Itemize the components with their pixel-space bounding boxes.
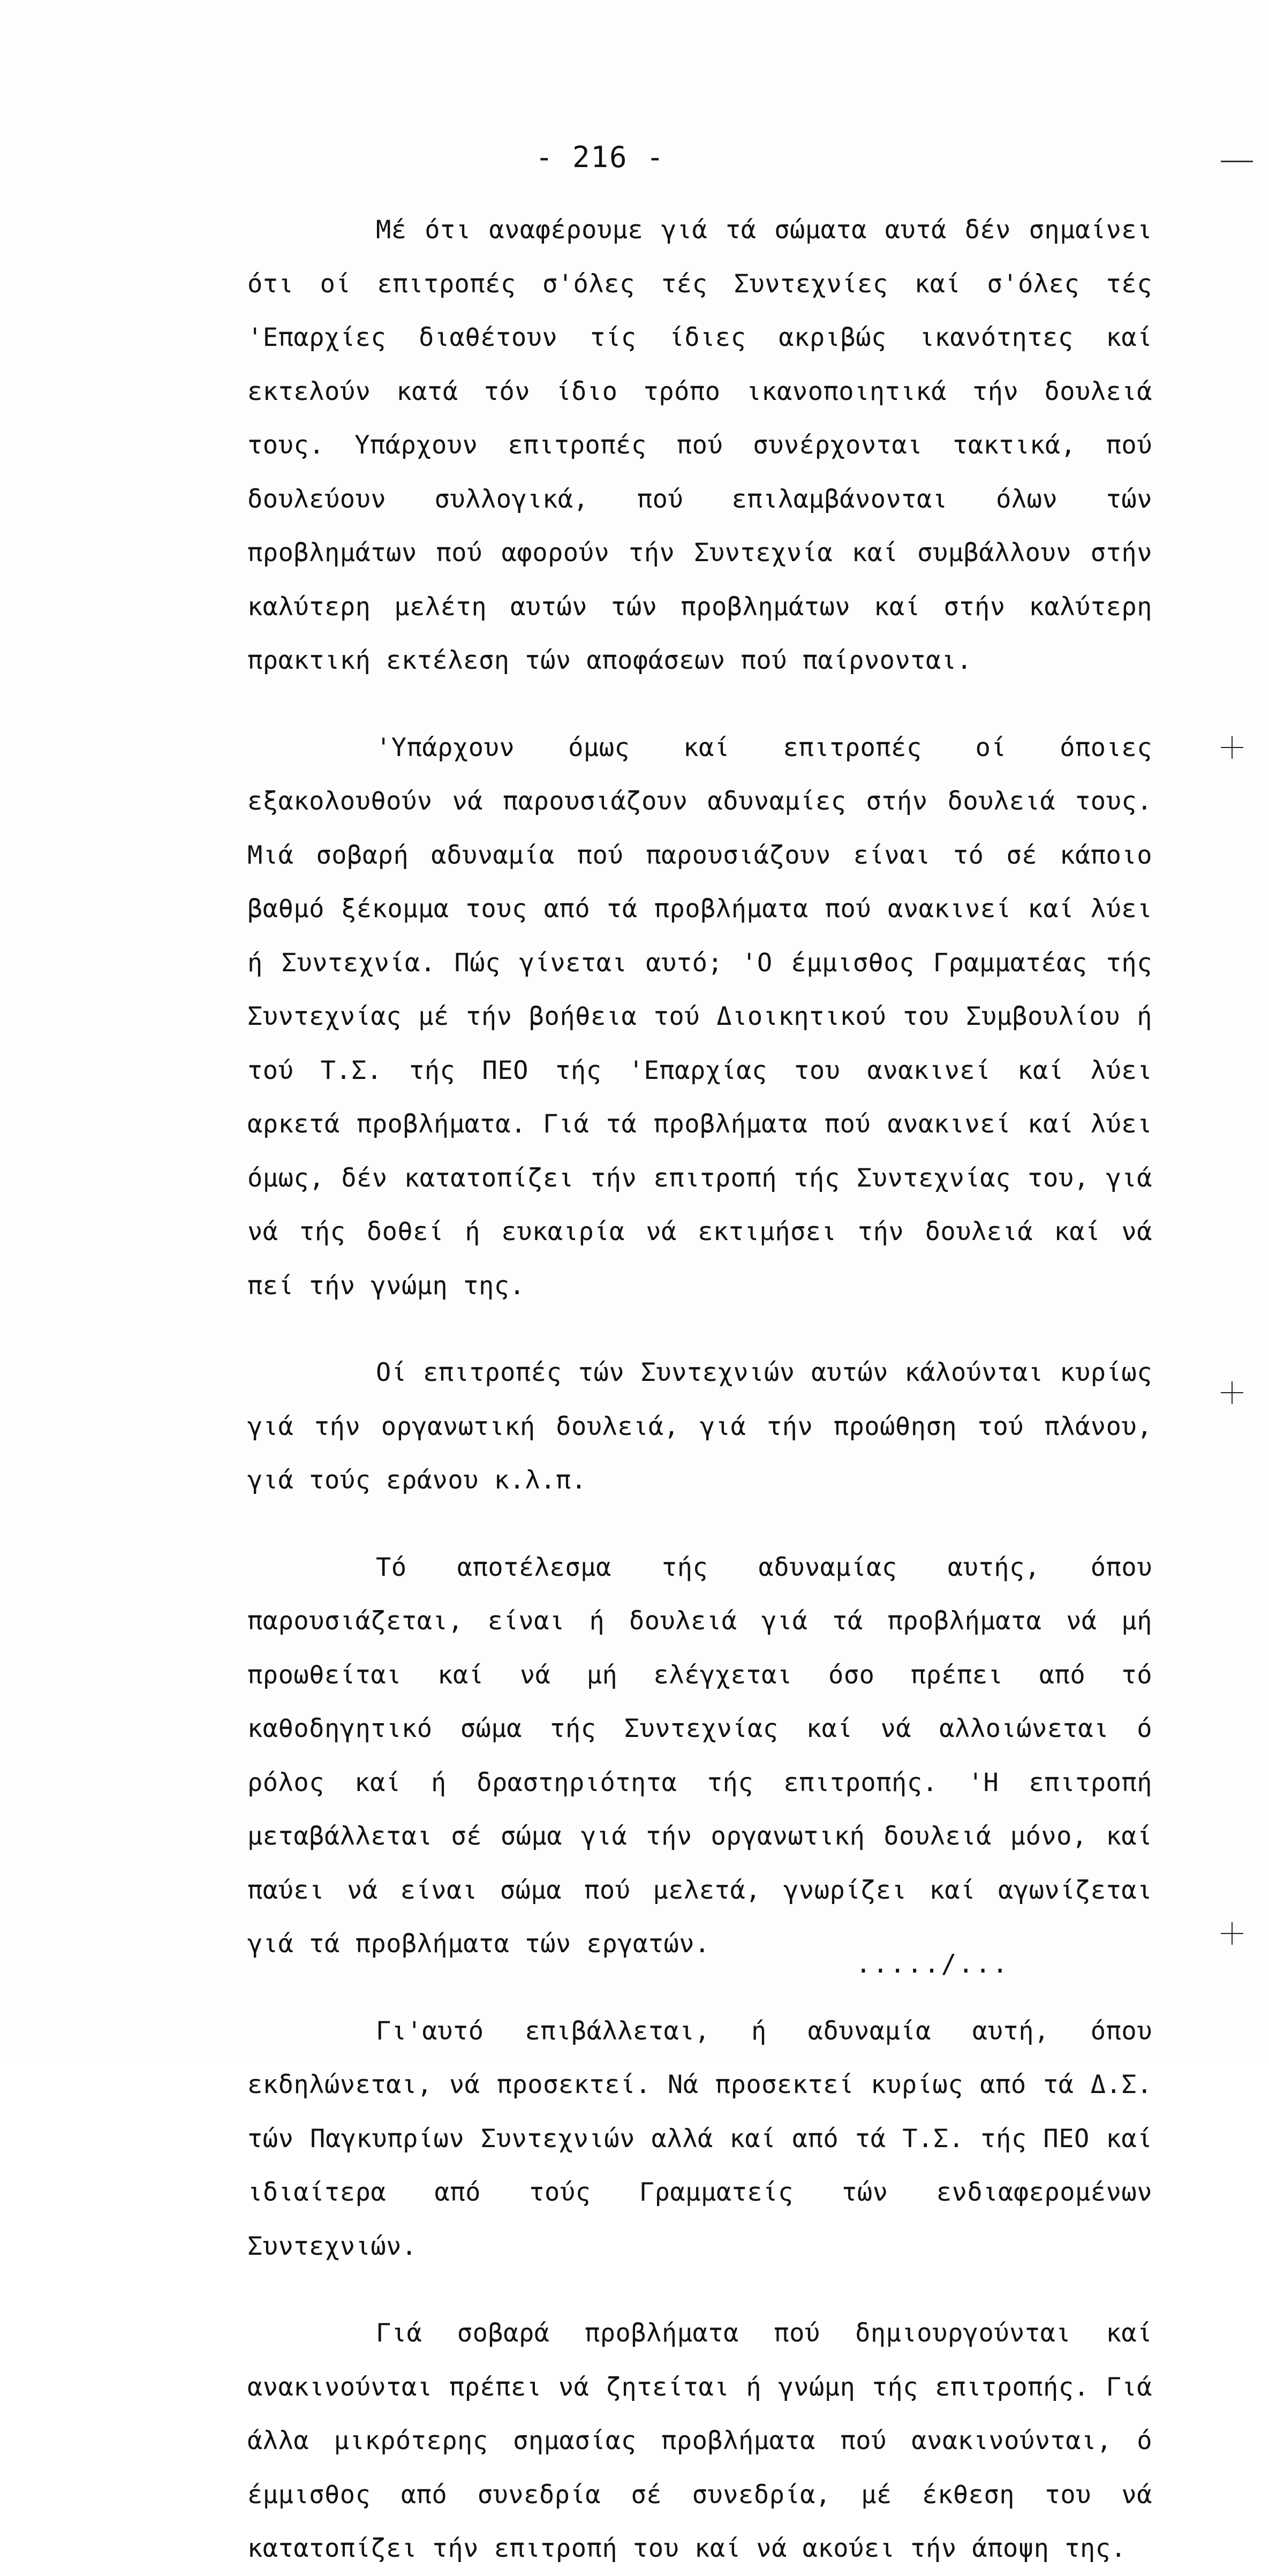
paragraph-serious-problems: Γιά σοβαρά προβλήματα πού δημιουργούνται καί ανακινούνται πρέπει νά ζητείται ή γνώμη τής επιτροπής. Γιά άλλα μικρότερης σημασίας προβλήματα πού ανακινούνται, ό έμμισθος από συνεδρία σέ συνεδρία, μέ έκθεση του νά κατατοπίζει τήν επιτροπή του καί νά ακούει τήν άποψη της. <box>247 2318 1152 2563</box>
paragraph-correction-needed: Γι'αυτό επιβάλλεται, ή αδυναμία αυτή, όπου εκδηλώνεται, νά προσεκτεί. Νά προσεκτεί κυρίως από τά Δ.Σ. τών Παγκυπρίων Συντεχνιών αλλά καί από τά Τ.Σ. τής ΠΕΟ καί ιδιαίτερα από τούς Γραμματείς τών ενδιαφερομένων Συντεχνιών. <box>247 2016 1152 2261</box>
margin-stroke <box>1221 161 1253 162</box>
paragraph-organizational-work: Οί επιτροπές τών Συντεχνιών αυτών κάλούνται κυρίως γιά τήν οργανωτική δουλειά, γιά τήν προώθηση τού πλάνου, γιά τούς εράνου κ.λ.π. <box>247 1358 1152 1495</box>
registration-mark-icon <box>1221 1922 1243 1945</box>
body-text <box>247 203 1152 2576</box>
page-number: - 216 - <box>535 140 665 174</box>
registration-mark-icon <box>1221 736 1243 759</box>
paragraph-committee-weaknesses: 'Υπάρχουν όμως καί επιτροπές οί όποιες εξακολουθούν νά παρουσιάζουν αδυναμίες στήν δουλειά τους. Μιά σοβαρή αδυναμία πού παρουσιάζουν είναι τό σέ κάποιο βαθμό ξέκομμα τους από τά προβλήματα πού ανακινεί καί λύει ή Συντεχνία. Πώς γίνεται αυτό; 'Ο έμμισθος Γραμματέας τής Συντεχνίας μέ τήν βοήθεια τού Διοικητικού του Συμβουλίου ή τού Τ.Σ. τής ΠΕΟ τής 'Επαρχίας του ανακινεί καί λύει αρκετά προβλήματα. Γιά τά προβλήματα πού ανακινεί καί λύει όμως, δέν κατατοπίζει τήν επιτροπή τής Συντεχνίας του, γιά νά τής δοθεί ή ευκαιρία νά εκτιμήσει τήν δουλειά καί νά πεί τήν γνώμη της. <box>247 732 1152 1301</box>
paragraph-committees-overview: Μέ ότι αναφέρουμε γιά τά σώματα αυτά δέν σημαίνει ότι οί επιτροπές σ'όλες τές Συντεχνίες καί σ'όλες τές 'Επαρχίες διαθέτουν τίς ίδιες ακριβώς ικανότητες καί εκτελούν κατά τόν ίδιο τρόπο ικανοποιητικά τήν δουλειά τους. Υπάρχουν επιτροπές πού συνέρχονται τακτικά, πού δουλεύουν συλλογικά, πού επιλαμβάνονται όλων τών προβλημάτων πού αφορούν τήν Συντεχνία καί συμβάλλουν στήν καλύτερη μελέτη αυτών τών προβλημάτων καί στήν καλύτερη πρακτική εκτέλεση τών αποφάσεων πού παίρνονται. <box>247 215 1152 675</box>
paragraph-result-of-weakness: Τό αποτέλεσμα τής αδυναμίας αυτής, όπου παρουσιάζεται, είναι ή δουλειά γιά τά προβλήματα νά μή προωθείται καί νά μή ελέγχεται όσο πρέπει από τό καθοδηγητικό σώμα τής Συντεχνίας καί νά αλλοιώνεται ό ρόλος καί ή δραστηριότητα τής επιτροπής. 'Η επιτροπή μεταβάλλεται σέ σώμα γιά τήν οργανωτική δουλειά μόνο, καί παύει νά είναι σώμα πού μελετά, γνωρίζει καί αγωνίζεται γιά τά προβλήματα τών εργατών. <box>247 1552 1152 1959</box>
registration-mark-icon <box>1221 1381 1243 1404</box>
continuation-marker: ...../... <box>856 1949 1010 1979</box>
